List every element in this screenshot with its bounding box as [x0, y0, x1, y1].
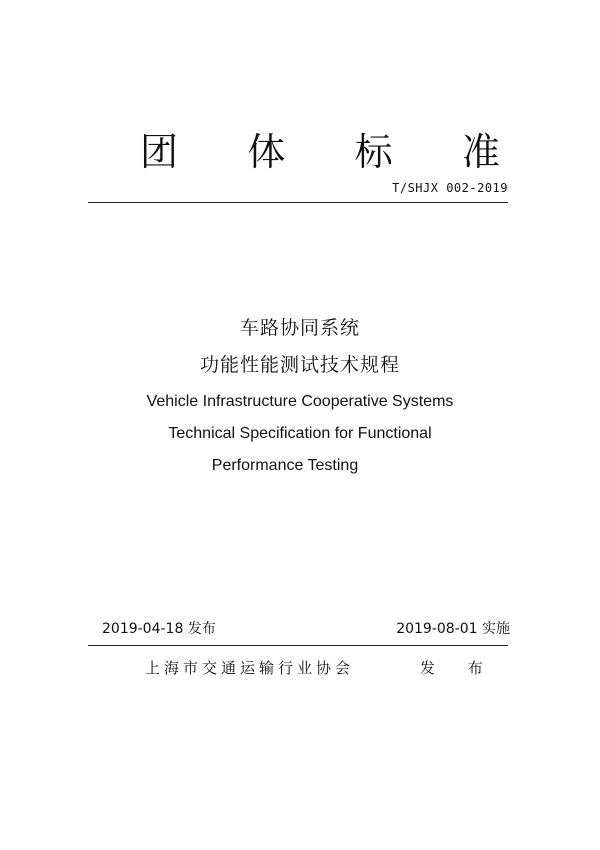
top-divider	[88, 202, 508, 203]
english-title-line-2: Technical Specification for Functional	[168, 425, 432, 442]
chinese-title-line-1: 车路协同系统	[239, 317, 360, 339]
standard-type-char: 标	[354, 130, 393, 174]
standard-type-title	[140, 128, 500, 176]
implementation-date: 2019-08-01 实施	[396, 621, 510, 637]
standard-type-char: 团	[140, 130, 179, 174]
english-title-line-1: Vehicle Infrastructure Cooperative Systems	[146, 393, 454, 410]
standard-type-char: 体	[247, 130, 286, 174]
publisher-name: 上海市交通运输行业协会	[145, 659, 355, 677]
bottom-divider	[88, 645, 508, 646]
chinese-title-line-2: 功能性能测试技术规程	[199, 354, 400, 376]
english-title-line-3: Performance Testing	[211, 457, 359, 474]
issue-date: 2019-04-18 发布	[102, 621, 216, 637]
publish-label: 发 布	[420, 659, 497, 677]
standard-type-char: 准	[461, 130, 500, 174]
standard-number: T/SHJX 002-2019	[392, 181, 508, 195]
